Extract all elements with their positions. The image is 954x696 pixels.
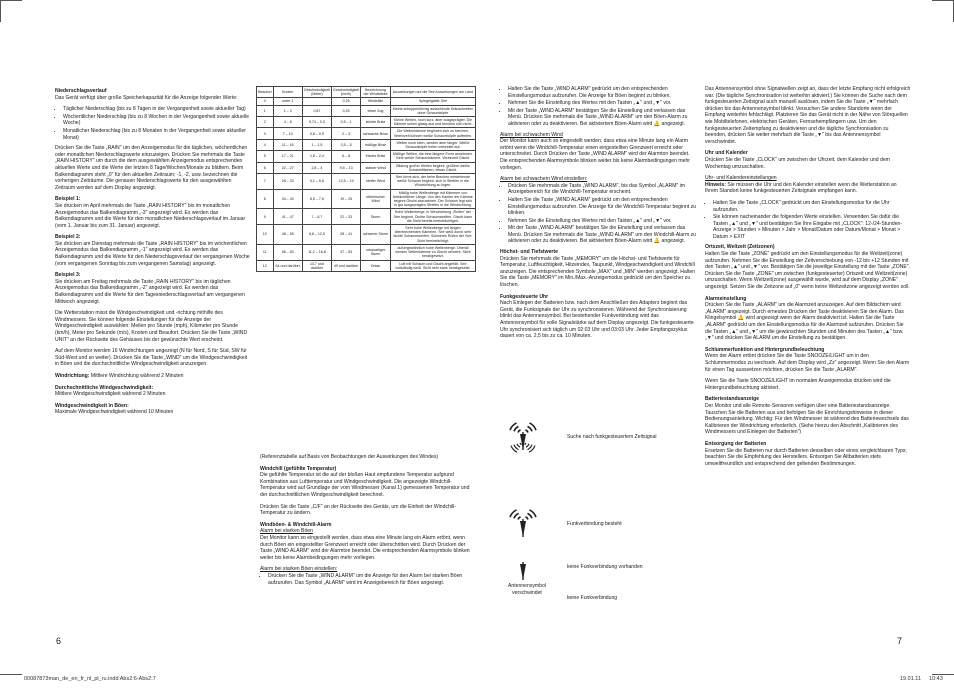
icon-label: keine Funkverbindung: [567, 595, 618, 601]
table-row: [257, 174, 476, 190]
inline-heading: Windrichtung:: [55, 372, 90, 379]
table-cell: stürmischer Wind: [361, 189, 391, 209]
table-cell: 4 – 6: [273, 117, 302, 128]
paragraph: Maximale Windgeschwindigkeit während 10 Minuten: [55, 409, 174, 416]
table-header-cell: Bezeichnung der Windstärke: [361, 87, 391, 98]
paragraph: Die gefühlte Temperatur ist die auf der bloßen Haut empfundene Temperatur aufgrund Kombination aus Lufttemperatur und Windgeschwindigkeit. Die angezeigte Windchill-Temperatur wird auf Grundlage der vom Windmesser (Kanal 1) gemessenen Temperatur und der durchschnittlichen Windgeschwindigkeit berechnet.: [260, 472, 470, 498]
paragraph: (Referenztabelle auf Basis von Beobachtungen der Auswirkungen des Windes): [260, 454, 439, 460]
paragraph: Ersetzen Sie die Batterien nur durch Batterien desselben oder eines vergleichbaren Typs; beachten Sie die Empfehlung des Herstellers. Entsorgen Sie Altbatterien stets umweltfreundlich und entsprechend den geltenden Bestimmungen.: [705, 447, 907, 467]
radio-status-row: [503, 581, 617, 615]
table-header-cell: Knoten: [273, 87, 302, 98]
list-item: • Halten Sie die Taste „WIND ALARM" gedrückt um den entsprechenden Einstellungsmodus aufzurufen. Die Anzeige für die Windchill-Temperatur beginnt zu blinken.: [508, 197, 696, 217]
table-cell: 7: [257, 174, 274, 190]
table-cell: 10: [257, 225, 274, 245]
footer-file: 00087873man_de_en_fr_nl_pl_ru.indd Abs2:6-Abs2:7: [24, 676, 156, 682]
table-cell: 7 – 8,7: [302, 209, 331, 225]
table-cell: 34 – 40: [273, 189, 302, 209]
section-heading: Alarmeinstellung: [705, 295, 747, 302]
radio-sync-icon: [503, 420, 543, 454]
paragraph: Die Wetterstation misst die Windgeschwindigkeit und -richtung mithilfe des Windmessers. Sie können folgende Einstellungen für die Anzeige der Windgeschwindigkeit auswählen: Meilen pro Stunde (mph), Kilometer pro Stunde (km/h), Meter pro Sekunde (m/s), Knoten und Beaufort. Drücken Sie die Taste „WIND UNIT" an der Rückseite des Gehäuses bis der gewünschte Wert erscheint.: [55, 310, 248, 343]
table-cell: 7 – 10: [273, 128, 302, 139]
table-cell: 4: [257, 139, 274, 150]
list-item: • Wöchentlicher Niederschlag (bis zu 8 Wochen in der Vergangenheit sowie aktuelle Woche): [63, 114, 251, 127]
table-cell: 6 – 8: [332, 151, 361, 162]
table-row: [257, 98, 476, 105]
table-cell: 8,8 – 12,5: [302, 225, 331, 245]
table-cell: 64 und darüber: [273, 260, 302, 271]
table-cell: 56 – 63: [273, 244, 302, 260]
table-cell: 5,1 – 6,8: [302, 174, 331, 190]
table-cell: Sturm: [361, 209, 391, 225]
list-item: • Nehmen Sie die Einstellung des Wertes mit den Tasten „▲" und „▼" vor.: [508, 218, 696, 225]
table-cell: Die Wellenkämme beginnen sich zu brechen. Vereinzelt können weiße Schaumköpfe auftreten.: [390, 128, 475, 139]
table-cell: See türmt sich, der beim Brechen entstehende weiße Schaum beginnt, sich in Streifen in die Windrichtung zu legen.: [390, 174, 475, 190]
table-cell: 19 – 25: [332, 189, 361, 209]
table-cell: orkanartiger Sturm: [361, 244, 391, 260]
table-cell: 41 – 47: [273, 209, 302, 225]
paragraph: Drücken Sie die Taste „ALARM" um die Alarmzeit anzuzeigen. Auf dem Bildschirm wird „ALARM" angezeigt. Durch erneutes Drücken der Taste deaktivieren Sie den Alarm. Das Klingelsymbol 🔔 wird angezeigt wenn der Alarm deaktiviert ist. Halten Sie die Taste „ALARM" gedrückt um den Einstellungsmodus für die Alarmzeit aufzurufen. Drücken Sie die Tasten „▲" und „▼" um die gewünschten Stunden und Minuten des Tasten „▲" bzw. „▼" und drücken Sie ALARM um die Einstellung zu bestätigen.: [705, 302, 904, 342]
paragraph: [55, 373, 251, 380]
left-column-2: [260, 454, 474, 590]
section-heading: Höchst- und Tiefstwerte: [500, 249, 558, 256]
paragraph: Sie drücken am Dienstag mehrmals die Taste „RAIN HISTORY" bis im wöchentlichen Anzeigemodus das Balkendiagramm „-1" angezeigt wird. Es werden das Balkendiagramm und die Werte für den Niederschlagsverlauf der vergangenen Woche (vom vergangenen Sonntag bis zum vergangenen Samstag) angezeigt.: [55, 240, 250, 267]
section-heading: Beispiel 3:: [55, 272, 81, 279]
table-cell: unter 1: [273, 98, 302, 105]
paragraph: Nach Einlegen der Batterien bzw. nach dem Anschließen des Adapters beginnt das Gerät, die Funksignale der Uhr zu synchronisieren. Während der Synchronisierung blinkt das Antennensymbol. Bei bestehender Funkverbindung wird das Antennensymbol für volle Signalstärke auf dem Display angezeigt. Die funkgesteuerte Uhr synchronisiert sich täglich um 02:03 Uhr und 03:03 Uhr. Jeder Empfangszyklus dauert von ca. 2,5 bis zu ca. 10 Minuten.: [500, 300, 694, 340]
section-heading: Windgeschwindigkeit in Böen:: [55, 402, 129, 409]
table-cell: Orkan: [361, 260, 391, 271]
footer-time: 10:43: [929, 676, 943, 682]
section-heading: Windchill (gefühlte Temperatur): [260, 465, 337, 472]
paragraph: [705, 182, 911, 195]
table-cell: 11: [257, 244, 274, 260]
table-cell: 0,87: [302, 105, 331, 116]
list-item: • Täglicher Niederschlag (bis zu 8 Tagen in der Vergangenheit sowie aktueller Tag): [63, 106, 251, 113]
radio-status-row: [503, 507, 622, 541]
table-cell: 3,5 – 5: [332, 139, 361, 150]
list-item: • Mit der Taste „WIND ALARM" bestätigen Sie die Einstellung und verlassen das Menü. Drücken Sie mehrmals die Taste „WIND ALARM" um den Windchill-Alarm zu aktivieren oder zu deaktivieren. Bei aktiviertem Böen-Alarm wird 🔔 angezeigt.: [508, 225, 696, 245]
list-item: • Nehmen Sie die Einstellung des Wertes mit den Tasten „▲" und „▼" vor.: [508, 100, 696, 107]
table-cell: Mäßige Wellen, die eine längere Form annehmen. Viele weiße Schaumkämme. Vereinzelt Gischt.: [390, 151, 475, 162]
table-cell: 1 – 3: [273, 105, 302, 116]
table-row: [257, 209, 476, 225]
table-row: [257, 151, 476, 162]
table-cell: 12: [257, 260, 274, 271]
table-cell: 2: [257, 117, 274, 128]
table-cell: 17 – 21: [273, 151, 302, 162]
icon-label: Suche nach funkgesteuertem Zeitsignal: [567, 434, 657, 440]
section-heading: Ortszeit, Weltzeit (Zeitzonen): [705, 244, 775, 251]
table-row: [257, 225, 476, 245]
paragraph: Drücken Sie mehrmals die Taste „MEMORY" um die Höchst- und Tiefstwerte für Temperatur, Luftfeuchtigkeit, Hitzeindex, Taupunkt, Windgeschwindigkeit und Windchill anzuzeigen. Die entsprechenden Symbole „MAX" und „MIN" werden angezeigt. Halten Sie die Taste „MEMORY" im Min./Max.-Anzeigemodus gedrückt um den Speicher zu löschen.: [500, 255, 696, 289]
table-cell: schwache Brise: [361, 128, 391, 139]
table-cell: 13,7 und darüber: [302, 260, 331, 271]
bullet-list: [268, 573, 474, 586]
section-heading: Beispiel 2:: [55, 234, 81, 241]
subsection-heading: Alarm bei starken Böen einstellen:: [260, 566, 338, 573]
table-cell: 0,8 – 0,9: [302, 128, 331, 139]
table-header-cell: Beaufort: [257, 87, 274, 98]
subsection-heading: Alarm bei starken Böen: [260, 528, 313, 535]
list-item: • Sie können nacheinander die folgenden Werte einstellen. Verwenden Sie dafür die Tasten „▲" und „▼" und bestätigen Sie Ihre Eingabe mit „CLOCK": 12-/24-Stunden-Anzeige > Stunden > Minuten > Jahr > Monat/Datum oder Datum/Monat > Monat > Datum > EXIT: [713, 214, 911, 240]
radio-status-row: [503, 550, 643, 584]
page-right: [477, 0, 954, 696]
table-row: [257, 117, 476, 128]
inline-heading: Hinweis:: [705, 181, 726, 188]
section-heading: Beispiel 1:: [55, 196, 81, 203]
table-header-row: [257, 87, 476, 98]
table-cell: 9: [257, 209, 274, 225]
table-row: [257, 260, 476, 271]
table-row: [257, 139, 476, 150]
table-cell: starker Wind: [361, 162, 391, 173]
table-cell: Windstille: [361, 98, 391, 105]
table-cell: schwerer Sturm: [361, 225, 391, 245]
table-cell: 6: [257, 162, 274, 173]
list-item: • Halten Sie die Taste „CLOCK" gedrückt um den Einstellungsmodus für die Uhr aufzurufen.: [713, 200, 911, 213]
table-cell: 22 – 27: [273, 162, 302, 173]
list-item: • Drücken Sie mehrmals die Taste „WIND ALARM", bis das Symbol „ALARM" im Anzeigebereich für die Windchill-Temperatur erscheint.: [508, 183, 696, 196]
section-heading: Schlummerfunktion und Hintergrundbeleuchtung: [705, 346, 825, 353]
icon-caption: Antennensymbol verschwindet: [508, 583, 546, 596]
paragraph: Halten Sie die Taste „ZONE" gedrückt um den Einstellungsmodus für die Weltzeit(zone) aufzurufen. Nehmen Sie die Einstellung der Zeitverschiebung von -12 bis +12 Stunden mit den Tasten „▲" und „▼" vor. Bestätigen Sie die jeweilige Einstellung mit der Taste „ZONE". Drücken Sie die Taste „ZONE" um zwischen (funkgesteuerter) Ortszeit und Weltzeit(zone) umzuschalten. Wenn Weltzeit(zone) ausgewählt wurde, wird auf dem Display „ZONE" angezeigt. Setzen Sie die Zeitzone auf „0" wenn keine Weltzeitzone angezeigt werden soll.: [705, 251, 911, 291]
beaufort-table: [256, 86, 476, 272]
footer-date: 19.01.11: [900, 676, 922, 682]
paragraph: Der Monitor und alle Remote-Sensoren verfügen über eine Batteriestandsanzeige. Tauschen Sie die Batterien aus und befolgen Sie die Einrichtungshinweise in dieser Bedienungsanleitung. Wichtig: Für den Windmesser ist während des Batteriewechsels das Kalibrieren der Windrichtung erforderlich. (Siehe hierzu den Abschnitt „Kalibrieren des Windmessers und Einlegen der Batterien"): [705, 402, 909, 436]
table-cell: mäßige Brise: [361, 139, 391, 150]
subsection-heading: Alarm bei schwachem Wind einstellen:: [500, 176, 588, 183]
paragraph: Der Monitor kann auch so eingestellt werden, dass etwa eine Minute lang ein Alarm ertönt wenn die Windchill-Temperatur einen eingestellten Grenzwert erreicht oder unterschreitet. Durch Drücken der Taste „WIND ALARM" wird der Alarmton beendet. Die entsprechenden Alarmsymbole blinken weiter bis keine Alarmbedingungen mehr vorliegen.: [500, 138, 690, 171]
paragraph: Drücken Sie die Taste „RAIN" um den Anzeigemodus für die täglichen, wöchentlichen oder monatlichen Niederschlagswerte einzuzeigen. Drücken Sie mehrmals die Taste „RAIN HISTORY" um durch die dem ausgewählten Anzeigemodus entsprechenden aktuellen Werte und die Werte der letzten 8 Tage/Wochen/Monate zu blättern. Beim Balkendiagramm steht „0" für den aktuellen Zeitraum; -1, -2, usw. bezeichnen die vorherigen Zeiträume. Die genauen Niederschlagswerte für den ausgewählten Zeitraum werden auf dem Display angezeigt.: [55, 145, 248, 191]
section-heading: Windböen- & Windchill-Alarm: [260, 521, 332, 528]
icon-label: Funkverbindung besteht: [567, 521, 622, 527]
radio-none-icon: [503, 581, 546, 615]
table-cell: Spiegelglatte See: [390, 98, 475, 105]
table-cell: 2 – 3: [332, 128, 361, 139]
table-cell: [302, 98, 331, 105]
table-cell: frische Brise: [361, 151, 391, 162]
paragraph: Das Gerät verfügt über große Speicherkapazität für die Anzeige folgender Werte:: [55, 94, 238, 101]
table-header-cell: Geschwindigkeit (Meter): [303, 88, 331, 97]
table-header-cell: Auswirkungen auf die See Auswirkungen am Land: [390, 87, 475, 98]
table-cell: leichte Brise: [361, 117, 391, 128]
table-cell: 5: [257, 151, 274, 162]
table-cell: Kleine schuppenförmig aussehende Kräuselwellen ohne Schaumköpfe: [390, 105, 475, 116]
list-item: • Monatlicher Niederschlag (bis zu 8 Monaten in der Vergangenheit sowie aktueller Monat): [63, 128, 251, 141]
table-cell: steifer Wind: [361, 174, 391, 190]
right-column-1: [500, 86, 696, 345]
paragraph: Drücken Sie die Taste „CLOCK" um zwischen der Uhrzeit, dem Kalender und dem Wochentag umzuschalten.: [705, 156, 890, 170]
table-cell: 0: [257, 98, 274, 105]
table-cell: 11,2 – 16,8: [302, 244, 331, 260]
table-cell: Sehr hohe Wellenberge mit langen überbrechenden Kämmen. See weiß durch sehr dichte Schaumstreifen. Schweres Rollen der See. Sicht beeinträchtigt.: [390, 225, 475, 245]
table-cell: 0,25: [332, 98, 361, 105]
left-column-1: [55, 86, 251, 421]
table-cell: 37 – 53: [332, 244, 361, 260]
inline-text: Mittlere Windrichtung während 2 Minuten: [89, 372, 184, 379]
table-cell: 0,74 – 0,3: [302, 117, 331, 128]
bullet-list: [713, 200, 911, 241]
section-heading: Uhr und Kalender: [705, 150, 748, 157]
table-header-cell: Geschwindigkeit (km/h): [333, 88, 360, 97]
table-cell: Hohe Wellenberge, in Windrichtung „Rollen" der See beginnt. Dichte Schaumstreifen. Gischt kann die Sicht bereits beeinträchtigen.: [390, 209, 475, 225]
table-row: [257, 162, 476, 173]
subsection-heading: Uhr- und Kalendereinstellungen: [705, 175, 777, 182]
section-heading: Durchschnittliche Windgeschwindigkeit:: [55, 384, 154, 391]
paragraph: Sie drücken im April mehrmals die Taste „RAIN HISTORY" bis im monatlichen Anzeigemodus das Balkendiagramm „-3" angezeigt wird. Es werden das Balkendiagramm und die Werte für den monatlichen Niederschlagsverlauf im Januar (vom 1. Januar bis zum 31. Januar) angezeigt.: [55, 202, 246, 229]
page-number-left: 6: [56, 636, 62, 646]
bullet-list: [508, 86, 696, 128]
table-cell: Kleine Wellen, noch kurz, aber ausgeprägter. Die Kämme sehen glasig aus und brechen sich nicht.: [390, 117, 475, 128]
table-cell: Mäßig hohe Wellenberge mit Kämmen von beträchtlicher Länge. Von den Kanten der Kämme beginnt Gischt abzuwehen. Der Schaum legt sich in gut ausgeprägten Streifen in die Windrichtung.: [390, 189, 475, 209]
table-cell: 2,8 – 4: [302, 162, 331, 173]
table-cell: Wellen noch klein, werden aber länger. Weiße Schaumköpfe treten verbreitet auf.: [390, 139, 475, 150]
list-item: • Drücken Sie die Taste „WIND ALARM" um die Anzeige für den Alarm bei starken Böen aufzurufen. Das Symbol „ALARM" wird im Anzeigebereich für Böen angezeigt.: [268, 573, 474, 586]
table-cell: 0,25: [332, 105, 361, 116]
radio-status-row: [503, 420, 656, 454]
table-cell: 13,5 – 19: [332, 174, 361, 190]
table-cell: 1 – 1,5: [302, 139, 331, 150]
table-row: [257, 244, 476, 260]
table-row: [257, 128, 476, 139]
table-cell: leiser Zug: [361, 105, 391, 116]
bullet-list: [63, 106, 251, 141]
table-row: [257, 189, 476, 209]
table-cell: 28 – 41: [332, 225, 361, 245]
table-cell: 22 – 33: [332, 209, 361, 225]
radio-weak-icon: [503, 550, 543, 584]
table-cell: 6,5 – 7,6: [302, 189, 331, 209]
table-cell: 28 – 33: [273, 174, 302, 190]
right-column-2: [705, 86, 911, 472]
table-cell: 49 und darüber: [332, 260, 361, 271]
table-cell: 0,5 – 1: [332, 117, 361, 128]
section-heading: Batteriestandsanzeige: [705, 396, 760, 403]
paragraph: Wenn Sie die Taste SNOOZE/LIGHT im normalen Anzeigemodus drücken wird die Hintergrundbeleuchtung aktiviert.: [705, 378, 891, 391]
list-item: • Halten Sie die Taste „WIND ALARM" gedrückt um den entsprechenden Einstellungsmodus aufzurufen. Die Anzeige für Böen beginnt zu blinken.: [508, 86, 696, 99]
paragraph: Mittlere Windgeschwindigkeit während 2 Minuten: [55, 391, 166, 398]
table-cell: Luft mit Schaum und Gischt angefüllt. See vollständig weiß. Sicht sehr stark herabgesetzt.: [390, 260, 475, 271]
table-cell: Bildung großer Wellen beginnt, größere weiße Schaumflächen, etwas Gischt.: [390, 162, 475, 173]
section-heading: Entsorgung der Batterien: [705, 440, 767, 447]
table-cell: 48 – 55: [273, 225, 302, 245]
table-cell: 8: [257, 189, 274, 209]
paragraph: Drücken Sie die Taste „C/F" an der Rückseite des Geräts, um die Einheit der Windchill-Temperatur zu ändern.: [260, 503, 456, 517]
icon-label: keine Funkverbindung vorhanden: [567, 564, 643, 570]
subsection-heading: Alarm bei schwachem Wind: [500, 131, 563, 138]
paragraph: Der Monitor kann so eingestellt werden, dass etwa eine Minute lang ein Alarm ertönt, wenn durch Böen ein eingestellter Grenzwert erreicht oder überschritten wird. Durch Drücken der Taste „WIND ALARM" wird der Alarmton beendet. Die entsprechenden Alarmsymbole blinken weiter bis keine Alarmbedingungen mehr vorliegen.: [260, 534, 470, 561]
paragraph: Das Antennensymbol ohne Signalwellen zeigt an, dass der letzte Empfang nicht erfolgreich war. (Die tägliche Synchronisation ist weiterhin aktiviert.) Sie können die Suche nach dem funkgesteuerten Zeitsignal auch manuell auslösen, indem Sie die Taste „▼" mehrfach drücken bis das Antennensymbol blinkt. Versuchen Sie andere Standorte wenn der Empfang weiterhin fehlschlägt. Platzieren Sie das Gerät nicht in der Nähe von Störquellen wie Mobiltelefonen, elektrischen Geräten, Fernsehempfängern usw. Um den funkgesteuerten Zeitempfang zu deaktivieren und die tägliche Synchronisation zu beenden, drücken Sie weiter mehrfach die Taste „▼" bis das Antennensymbol verschwindet.: [705, 86, 911, 145]
table-cell: 11 – 16: [273, 139, 302, 150]
list-item: • Mit der Taste „WIND ALARM" bestätigen Sie die Einstellung und verlassen das Menü. Drücken Sie mehrmals die Taste „WIND ALARM" um den Böen-Alarm zu aktivieren oder zu deaktivieren. Bei aktiviertem Böen-Alarm wird 🔔 angezeigt.: [508, 108, 696, 128]
table-cell: außergewöhnlich hohe Wellenberge. Überall werden Wellenkämme zu Gischt verweht. Sicht herabgesetzt.: [390, 244, 475, 260]
table-cell: 1,8 – 2,4: [302, 151, 331, 162]
bullet-list: [508, 183, 696, 245]
table-row: [257, 105, 476, 116]
inline-text: Sie müssen die Uhr und den Kalender einstellen wenn die Wetterstation an Ihrem Standort keine funkgesteuerten Zeitsignale empfangen kann.: [705, 181, 897, 195]
paragraph: Sie drücken am Freitag mehrmals die Taste „RAIN HISTORY" bis im täglichen Anzeigemodus das Balkendiagramm „-2" angezeigt wird. Es werden das Balkendiagramm und die Werte für den Tagesniederschlagsverlauf am vergangenen Mittwoch angezeigt.: [55, 278, 245, 305]
page-number-right: 7: [897, 636, 903, 646]
section-heading: Niederschlagsverlauf: [55, 88, 107, 94]
table-cell: 1: [257, 105, 274, 116]
table-cell: 3: [257, 128, 274, 139]
table-cell: 9,5 – 13: [332, 162, 361, 173]
section-heading: Funkgesteuerte Uhr: [500, 293, 549, 300]
radio-strong-icon: [503, 507, 543, 541]
paragraph: Wenn der Alarm ertönt drücken Sie die Taste SNOOZE/LIGHT um in den Schlummermodus zu wechseln. Auf dem Display wird „Zz" angezeigt. Wenn Sie den Alarm für einen Tag ausssetzen möchten, drücken Sie die Taste „ALARM".: [705, 353, 910, 373]
paragraph: Auf dem Monitor werden 16 Windrichtungen angezeigt (N für Nord, S für Süd, SW für Süd-West und so weiter). Drücken Sie die Taste „WIND" um die Windgeschwindigkeit in Böen und die durchschnittliche Windgeschwindigkeit anzuzeigen.: [55, 348, 248, 368]
